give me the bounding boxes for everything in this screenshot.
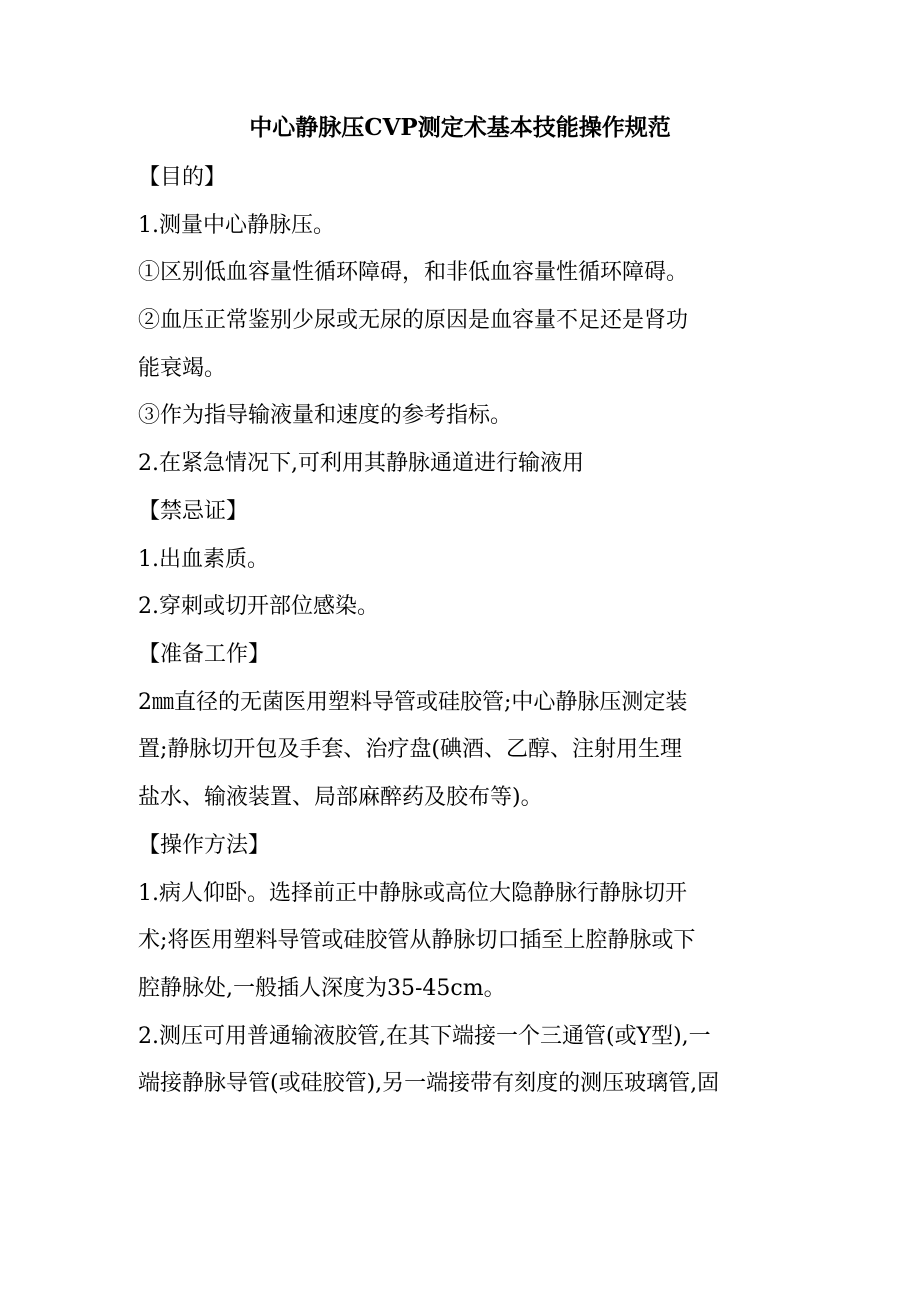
paragraph-line: 置;静脉切开包及手套、治疗盘(碘酒、乙醇、注射用生理 [138, 737, 682, 762]
paragraph-line: 2.穿刺或切开部位感染。 [138, 594, 379, 619]
paragraph-line: 盐水、输液装置、局部麻醉药及胶布等)。 [138, 785, 543, 810]
section-heading-purpose: 【目的】 [138, 165, 227, 190]
paragraph-line: 1.出血素质。 [138, 547, 269, 572]
section-heading-contraindications: 【禁忌证】 [138, 499, 249, 524]
section-heading-preparation: 【准备工作】 [138, 642, 271, 667]
paragraph-line: ③作为指导输液量和速度的参考指标。 [138, 403, 513, 428]
paragraph-line: 端接静脉导管(或硅胶管),另一端接带有刻度的测压玻璃管,固 [138, 1071, 720, 1096]
paragraph-line: 腔静脉处,一般插人深度为35-45cm。 [138, 976, 506, 1001]
paragraph-line: 2㎜直径的无菌医用塑料导管或硅胶管;中心静脉压测定装 [138, 690, 688, 715]
paragraph-line: 能衰竭。 [138, 356, 227, 381]
paragraph-line: ①区别低血容量性循环障碍，和非低血容量性循环障碍。 [138, 260, 689, 285]
paragraph-line: ②血压正常鉴别少尿或无尿的原因是血容量不足还是肾功 [138, 308, 689, 333]
paragraph-line: 1.病人仰卧。选择前正中静脉或高位大隐静脉行静脉切开 [138, 881, 687, 906]
paragraph-line: 术;将医用塑料导管或硅胶管从静脉切口插至上腔静脉或下 [138, 928, 696, 953]
document-title: 中心静脉压CVP测定术基本技能操作规范 [249, 114, 671, 141]
paragraph-line: 2.在紧急情况下,可利用其静脉通道进行输液用 [138, 451, 584, 476]
section-heading-procedure: 【操作方法】 [138, 833, 271, 858]
paragraph-line: 1.测量中心静脉压。 [138, 213, 335, 238]
paragraph-line: 2.测压可用普通输液胶管,在其下端接一个三通管(或Y型),一 [138, 1024, 711, 1049]
